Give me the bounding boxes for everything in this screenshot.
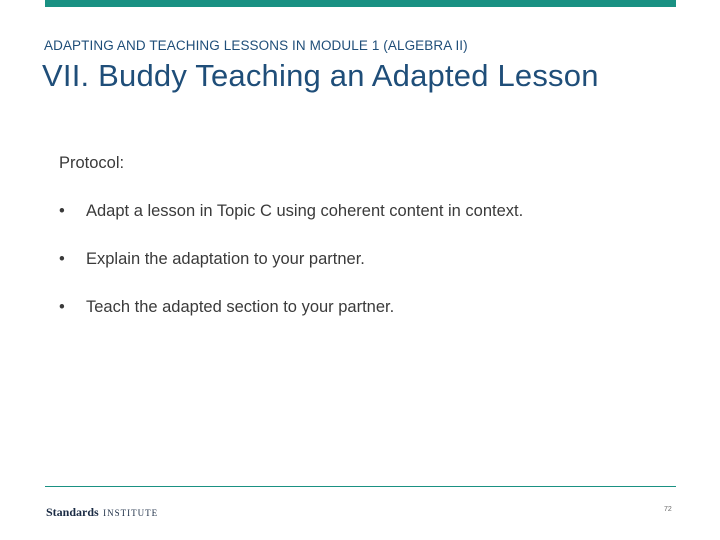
logo-wordmark: Standards <box>46 505 99 519</box>
logo-subtext: INSTITUTE <box>103 508 159 518</box>
bullet-item <box>59 298 394 317</box>
bullet-icon: • <box>59 202 65 220</box>
bullet-text: Explain the adaptation to your partner. <box>86 250 365 268</box>
bullet-item <box>59 202 523 221</box>
page-number: 72 <box>664 506 672 513</box>
top-accent-bar <box>45 0 676 7</box>
bullet-item <box>59 250 365 269</box>
bullet-icon: • <box>59 298 65 316</box>
protocol-label: Protocol: <box>59 154 125 172</box>
module-kicker: ADAPTING AND TEACHING LESSONS IN MODULE 1 (ALGEBRA II) <box>44 38 468 53</box>
standards-institute-logo <box>46 503 158 521</box>
footer-divider <box>45 486 676 487</box>
bullet-icon: • <box>59 250 65 268</box>
slide-title: VII. Buddy Teaching an Adapted Lesson <box>42 58 599 93</box>
bullet-text: Teach the adapted section to your partner. <box>86 298 395 316</box>
bullet-text: Adapt a lesson in Topic C using coherent content in context. <box>86 202 524 220</box>
